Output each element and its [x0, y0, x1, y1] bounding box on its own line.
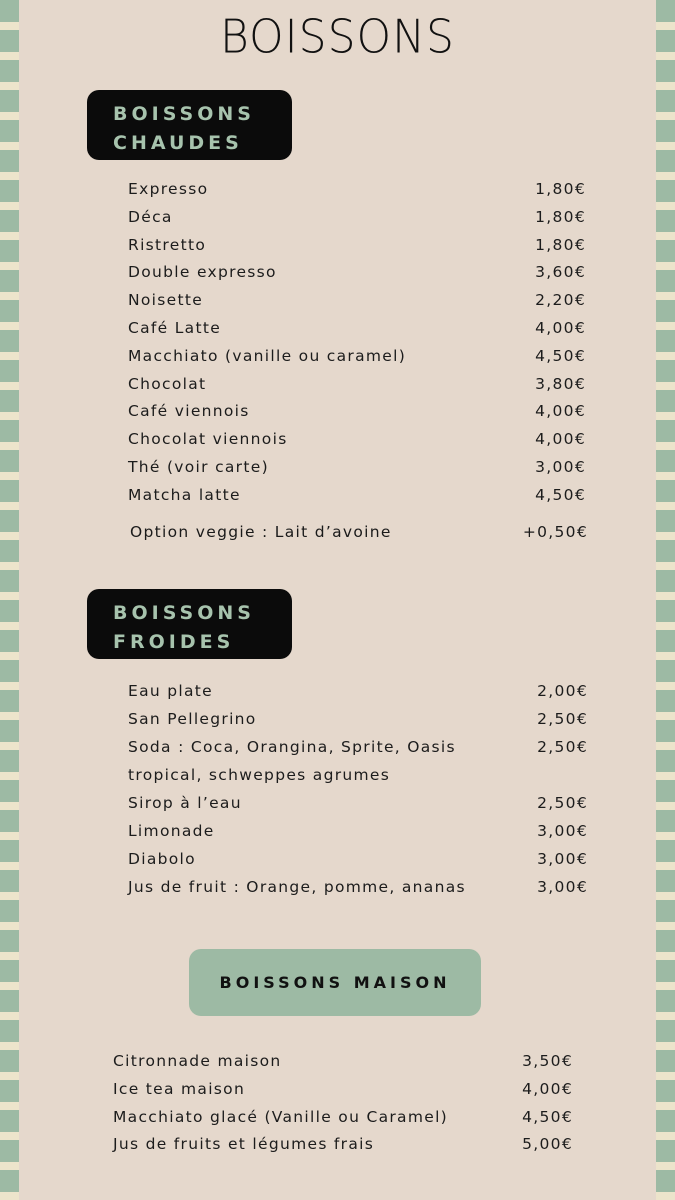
menu-item-name: Ristretto	[128, 235, 207, 254]
menu-item-name: San Pellegrino	[128, 710, 257, 728]
menu-item-name: Matcha latte	[128, 485, 241, 504]
menu-item-price: 3,00€	[537, 878, 588, 896]
menu-item	[128, 259, 586, 287]
menu-item	[128, 315, 586, 343]
section-header-line2: CHAUDES	[113, 132, 243, 154]
menu-item-name: Macchiato glacé (Vanille ou Caramel)	[113, 1107, 449, 1126]
menu-item-name: Citronnade maison	[113, 1052, 282, 1070]
menu-item-name: Chocolat	[128, 374, 207, 393]
menu-item	[113, 1104, 573, 1132]
menu-item-price: 3,80€	[535, 374, 586, 393]
menu-item-price: 3,60€	[535, 263, 586, 282]
menu-item	[128, 176, 586, 204]
menu-item	[128, 371, 586, 399]
menu-item	[128, 343, 586, 371]
menu-item-name: Diabolo	[128, 850, 196, 868]
menu-item-name: Café viennois	[128, 402, 250, 421]
veggie-option-label: Option veggie : Lait d’avoine	[130, 523, 392, 541]
menu-item-price: 1,80€	[535, 235, 586, 254]
menu-item	[113, 1076, 573, 1104]
menu-item	[128, 677, 588, 705]
menu-item-name: Noisette	[128, 291, 204, 310]
menu-item-name: Ice tea maison	[113, 1079, 246, 1098]
menu-item-price: 2,50€	[537, 710, 588, 728]
menu-item-price: 1,80€	[535, 207, 586, 226]
menu-item-price: 3,00€	[535, 457, 586, 476]
menu-item-name: Macchiato (vanille ou caramel)	[128, 346, 407, 365]
menu-item	[128, 398, 586, 426]
menu-item-name: Soda : Coca, Orangina, Sprite, Oasis tropical, schweppes agrumes	[128, 738, 456, 784]
section-header-line2: FROIDES	[113, 631, 235, 653]
section-header-boissons-maison: BOISSONS MAISON	[189, 949, 481, 1016]
menu-item-price: 1,80€	[535, 180, 586, 198]
menu-item	[113, 1048, 573, 1076]
menu-item	[128, 426, 586, 454]
menu-item-price: 5,00€	[522, 1135, 573, 1154]
menu-item	[128, 232, 586, 260]
page-title: BOISSONS	[220, 10, 455, 65]
menu-item	[128, 873, 588, 901]
menu-item-name: Double expresso	[128, 263, 277, 282]
menu-item-price: 4,00€	[535, 402, 586, 421]
section-header-boissons-froides	[87, 589, 292, 659]
menu-item-name: Thé (voir carte)	[128, 457, 269, 476]
menu-item-name: Jus de fruit : Orange, pomme, ananas	[128, 878, 466, 896]
menu-item-price: 4,50€	[535, 346, 586, 365]
section-header-line1: BOISSONS	[113, 103, 255, 125]
menu-item-price: 4,00€	[535, 430, 586, 449]
cold-drinks-list	[128, 677, 588, 901]
menu-item	[128, 454, 586, 482]
menu-item-name: Déca	[128, 207, 173, 226]
hot-drinks-list	[128, 176, 586, 510]
veggie-option-price: +0,50€	[522, 523, 588, 541]
menu-item-price: 2,20€	[535, 291, 586, 310]
menu-item-price: 4,00€	[522, 1079, 573, 1098]
menu-item	[128, 705, 588, 733]
menu-item-name: Café Latte	[128, 318, 222, 337]
menu-item-name: Chocolat viennois	[128, 430, 288, 449]
menu-item-name: Jus de fruits et légumes frais	[113, 1135, 375, 1154]
menu-item-price: 4,00€	[535, 318, 586, 337]
menu-item-name: Expresso	[128, 180, 209, 198]
menu-item-price: 3,00€	[537, 850, 588, 868]
menu-item	[128, 204, 586, 232]
menu-item-price: 4,50€	[522, 1107, 573, 1126]
menu-item	[128, 845, 588, 873]
menu-item	[128, 287, 586, 315]
menu-item-price: 2,50€	[537, 738, 588, 756]
menu-item	[128, 733, 588, 789]
veggie-option-row	[130, 518, 588, 546]
menu-item-price: 2,50€	[537, 794, 588, 812]
menu-item	[113, 1131, 573, 1159]
menu-item	[128, 817, 588, 845]
house-drinks-list	[113, 1048, 573, 1159]
menu-item-price: 2,00€	[537, 682, 588, 700]
right-striped-border	[656, 0, 675, 1200]
menu-item-price: 3,00€	[537, 822, 588, 840]
menu-item-name: Sirop à l’eau	[128, 794, 242, 812]
left-striped-border	[0, 0, 19, 1200]
menu-item-name: Limonade	[128, 822, 215, 840]
section-header-line1: BOISSONS	[113, 602, 255, 624]
menu-item-price: 4,50€	[535, 485, 586, 504]
menu-item	[128, 789, 588, 817]
section-header-boissons-chaudes	[87, 90, 292, 160]
menu-item-name: Eau plate	[128, 682, 213, 700]
menu-item-price: 3,50€	[522, 1052, 573, 1070]
menu-item	[128, 482, 586, 510]
